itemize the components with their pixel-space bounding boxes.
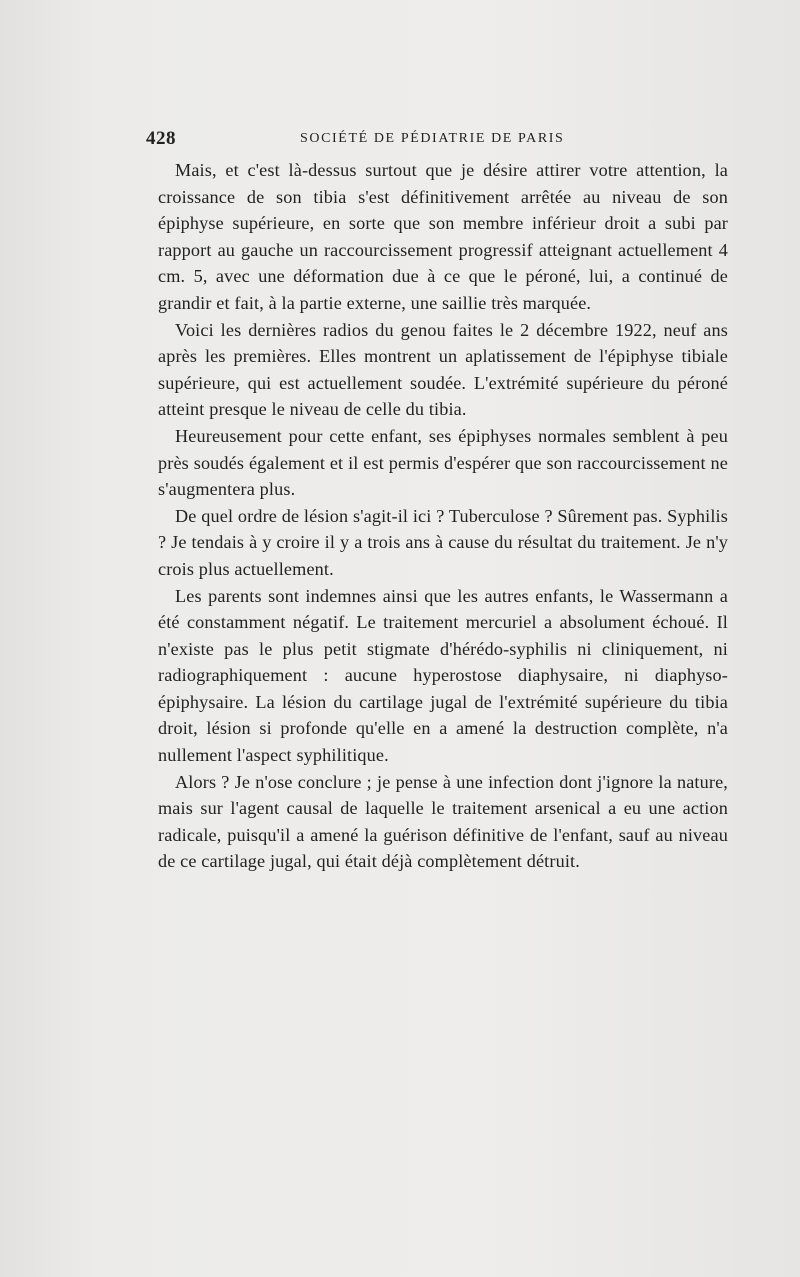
page-number: 428 [146,128,176,149]
journal-title: SOCIÉTÉ DE PÉDIATRIE DE PARIS [300,131,565,146]
paragraph: Mais, et c'est là-dessus surtout que je désire attirer votre attention, la croissance de son tibia s'est définitivement arrêtée au niveau de son épiphyse supérieure, en sorte que son membre inférieur droit a subi par rapport au gauche un raccourcissement progressif atteignant actuellement 4 cm. 5, avec une déformation due à ce que le péroné, lui, a continué de grandir et fait, à la partie externe, une saillie très marquée. [158,160,728,313]
paragraph: Les parents sont indemnes ainsi que les autres enfants, le Wassermann a été constamment négatif. Le traitement mercuriel a absolument échoué. Il n'existe pas le plus petit stigmate d'hérédo-syphilis ni cliniquement, ni radiographiquement : aucune hyperostose diaphysaire, ni diaphyso-épiphysaire. La lésion du cartilage jugal de l'extrémité supérieure du tibia droit, lésion si profonde qu'elle en a amené la destruction complète, n'a nullement l'aspect syphilitique. [158,585,728,766]
paragraph: Voici les dernières radios du genou faites le 2 décembre 1922, neuf ans après les premières. Elles montrent un aplatissement de l'épiphyse tibiale supérieure, qui est actuellement soudée. L'extrémité supérieure du péroné atteint presque le niveau de celle du tibia. [158,319,728,420]
running-head [140,128,730,150]
paragraph: Heureusement pour cette enfant, ses épiphyses normales semblent à peu près soudés également et il est permis d'espérer que son raccourcissement ne s'augmentera plus. [158,425,728,500]
body-text [158,157,728,875]
paragraph: Alors ? Je n'ose conclure ; je pense à une infection dont j'ignore la nature, mais sur l'agent causal de laquelle le traitement arsenical a eu une action radicale, puisqu'il a amené la guérison définitive de l'enfant, sauf au niveau de ce cartilage jugal, qui était déjà complètement détruit. [158,771,728,872]
paragraph: De quel ordre de lésion s'agit-il ici ? Tuberculose ? Sûrement pas. Syphilis ? Je tendais à y croire il y a trois ans à cause du résultat du traitement. Je n'y crois plus actuellement. [158,505,728,579]
